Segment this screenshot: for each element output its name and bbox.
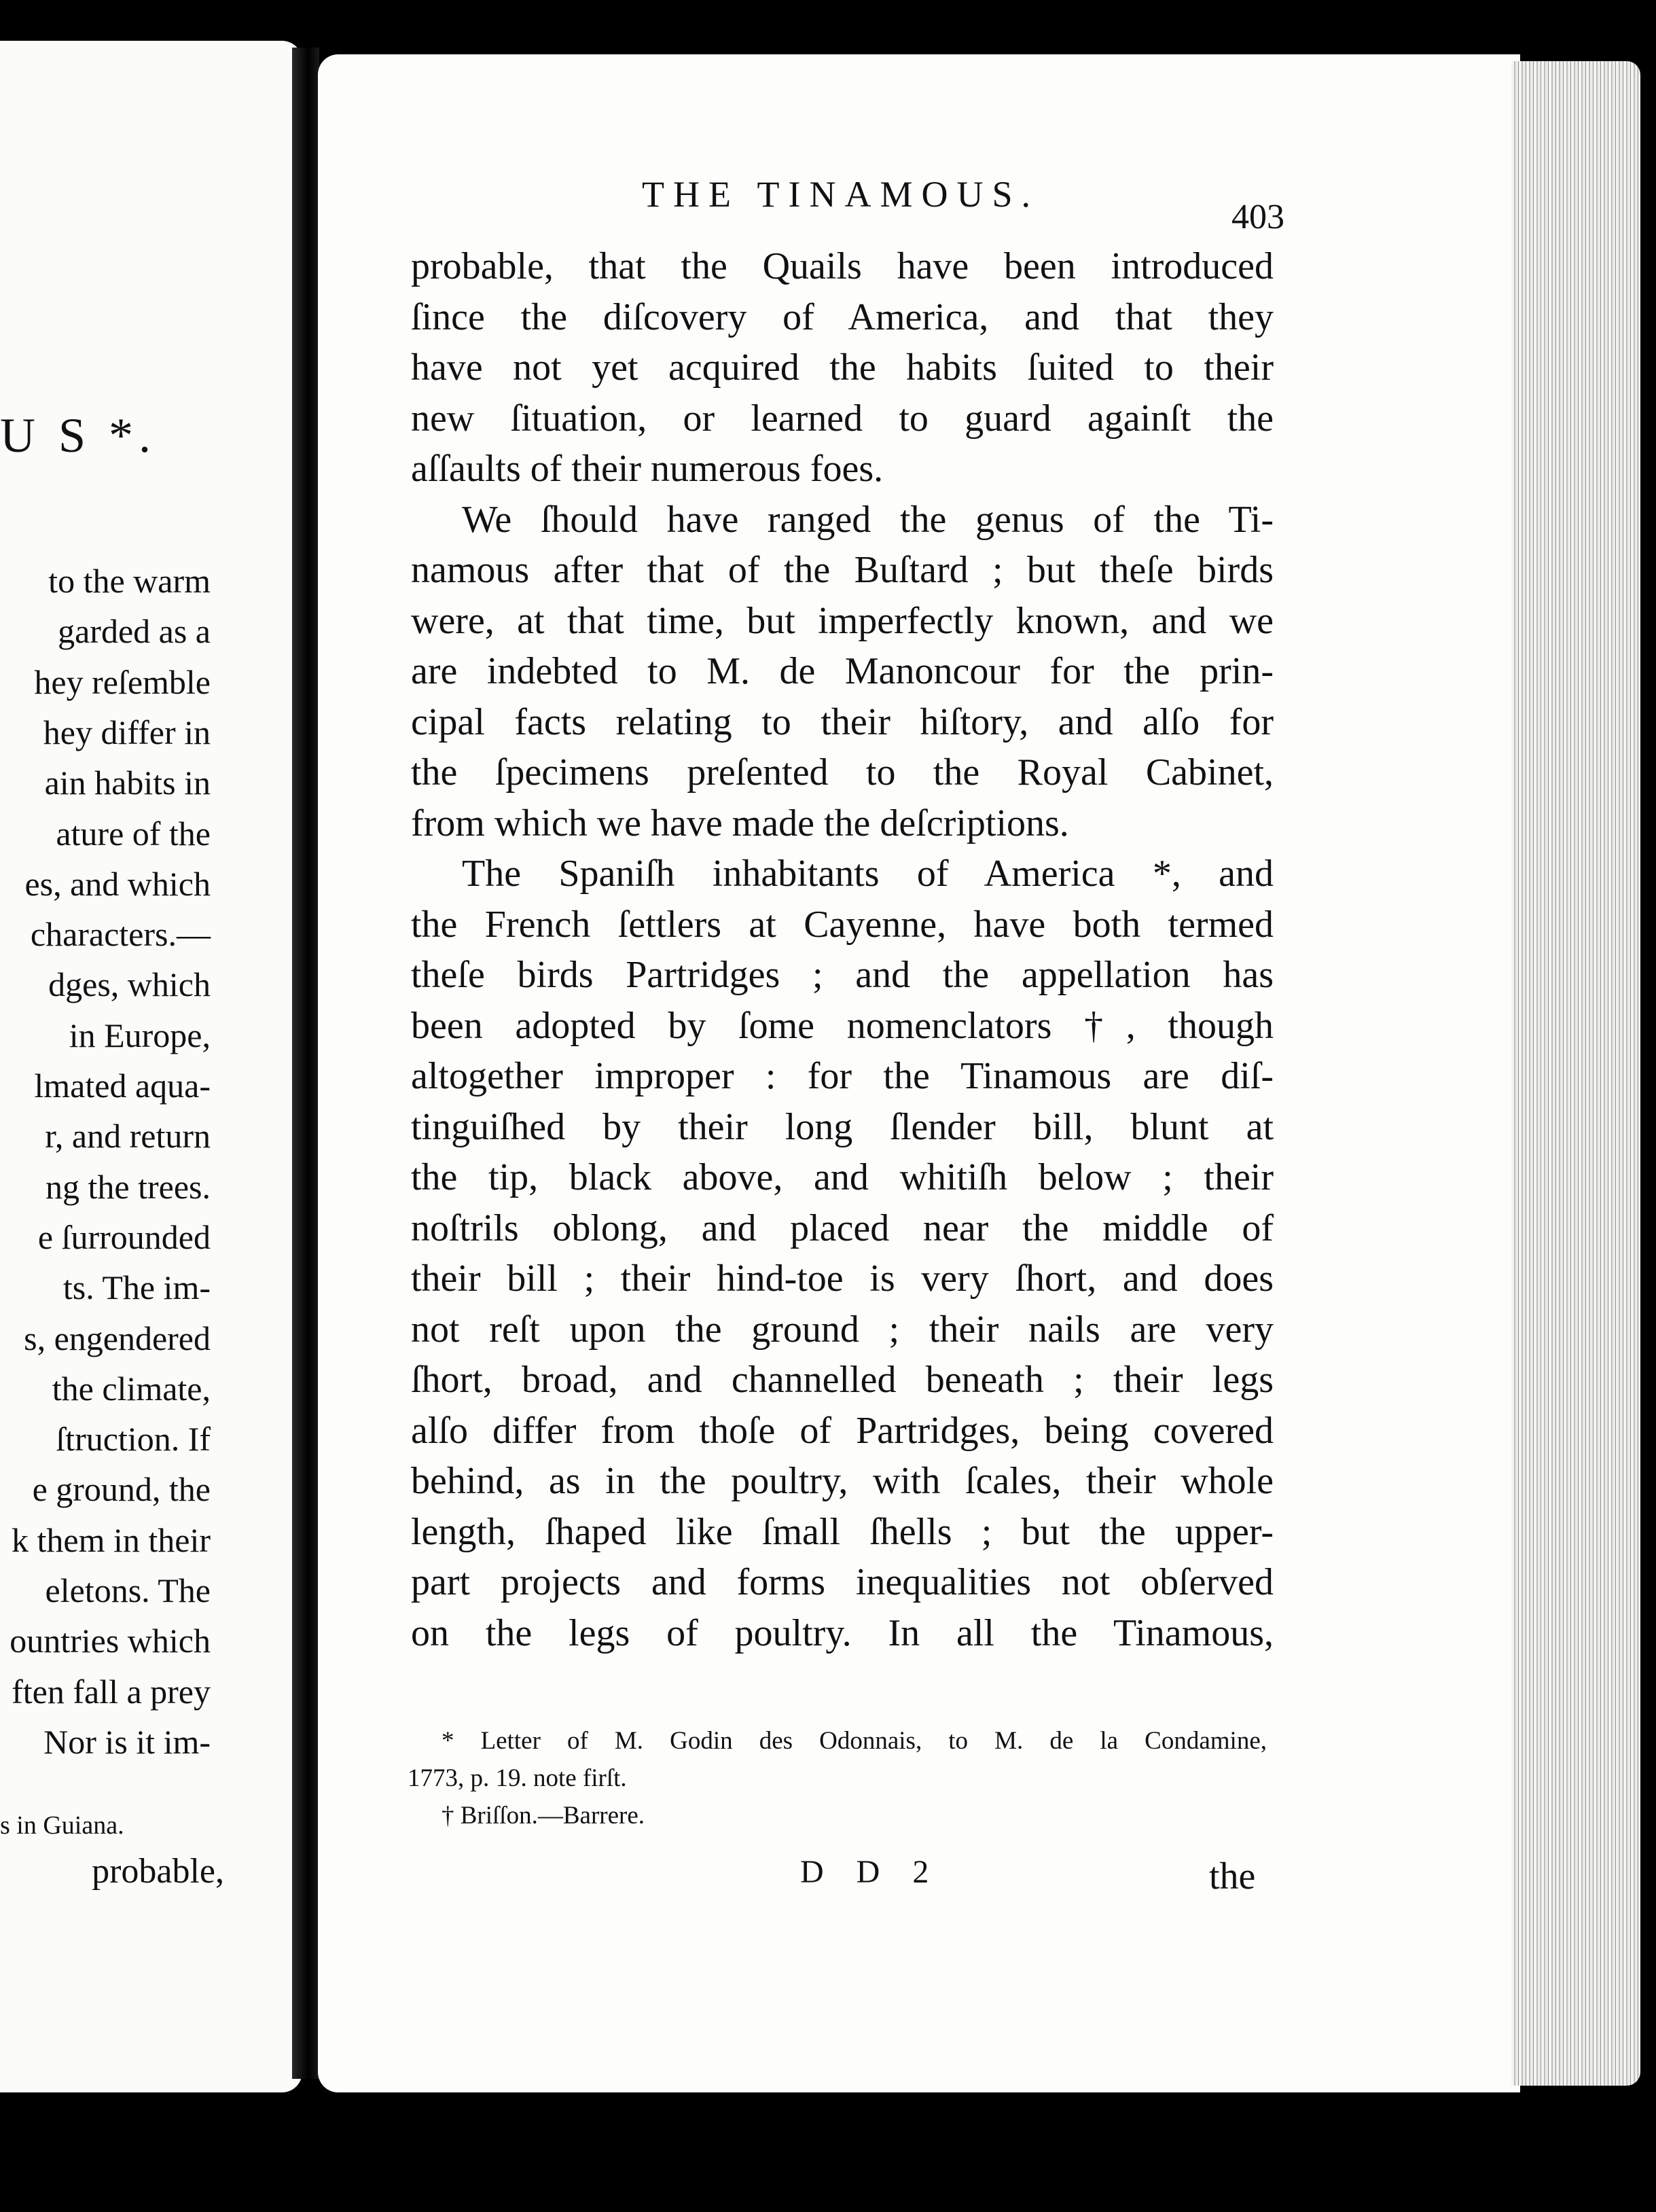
left-page-line: e ſurrounded bbox=[37, 1217, 211, 1256]
page-edges bbox=[1511, 61, 1640, 2086]
book-gutter bbox=[292, 48, 319, 2079]
left-page-line: es, and which bbox=[24, 864, 211, 903]
body-line: The Spaniſh inhabitants of America *, and bbox=[462, 853, 1274, 895]
left-page-line: the climate, bbox=[52, 1369, 211, 1408]
body-line: aſſaults of their numerous foes. bbox=[411, 448, 884, 490]
left-page-line: eletons. The bbox=[45, 1571, 211, 1609]
left-page-line: to the warm bbox=[48, 562, 211, 600]
body-line: noſtrils oblong, and placed near the middle of bbox=[411, 1207, 1274, 1249]
body-line: namous after that of the Buſtard ; but theſe birds bbox=[411, 549, 1274, 591]
footnote-line: 1773, p. 19. note firſt. bbox=[408, 1764, 627, 1792]
body-line: part projects and forms inequalities not obſerved bbox=[411, 1561, 1274, 1603]
left-page-line: Nor is it im- bbox=[43, 1722, 211, 1761]
body-line: been adopted by ſome nomenclators †, though bbox=[411, 1004, 1274, 1047]
left-page-line: in Europe, bbox=[69, 1016, 211, 1054]
body-line: the French ſettlers at Cayenne, have both termed bbox=[411, 903, 1274, 946]
body-line: altogether improper : for the Tinamous are diſ- bbox=[411, 1055, 1274, 1097]
footnotes bbox=[408, 1722, 1267, 1834]
body-text bbox=[411, 241, 1274, 1658]
left-page bbox=[0, 41, 302, 2092]
body-line: new ſituation, or learned to guard againſt the bbox=[411, 397, 1274, 440]
left-page-line: r, and return bbox=[45, 1117, 211, 1156]
left-page-line: k them in their bbox=[12, 1520, 211, 1559]
body-line: tinguiſhed by their long ſlender bill, blunt at bbox=[411, 1105, 1274, 1148]
left-page-catchword: probable, bbox=[92, 1852, 224, 1891]
body-line: are indebted to M. de Manoncour for the prin- bbox=[411, 650, 1274, 692]
left-page-line: s, engendered bbox=[24, 1319, 211, 1357]
body-line: theſe birds Partridges ; and the appellation has bbox=[411, 954, 1274, 996]
left-page-line: hey reſemble bbox=[34, 662, 211, 701]
footnote-line: * Letter of M. Godin des Odonnais, to M. de la Condamine, bbox=[442, 1727, 1267, 1755]
body-line: probable, that the Quails have been introduced bbox=[411, 245, 1274, 287]
left-page-line: ature of the bbox=[56, 814, 211, 853]
left-page-line: lmated aqua- bbox=[34, 1067, 211, 1105]
body-line: not reſt upon the ground ; their nails are very bbox=[411, 1308, 1274, 1351]
page-number: 403 bbox=[1231, 198, 1284, 236]
signature-mark: D D 2 bbox=[800, 1854, 941, 1890]
left-page-line: hey differ in bbox=[43, 713, 211, 751]
body-line: have not yet acquired the habits ſuited to their bbox=[411, 346, 1274, 389]
left-page-heading: U S *. bbox=[0, 408, 157, 463]
body-line: their bill ; their hind-toe is very ſhort, and does bbox=[411, 1257, 1274, 1300]
left-page-line: ts. The im- bbox=[62, 1268, 211, 1307]
running-head: THE TINAMOUS. bbox=[642, 174, 1039, 215]
left-page-line: characters.— bbox=[30, 915, 211, 954]
body-line: We ſhould have ranged the genus of the Ti- bbox=[462, 498, 1274, 541]
body-line: alſo differ from thoſe of Partridges, being covered bbox=[411, 1409, 1274, 1452]
left-page-line: ften fall a prey bbox=[12, 1672, 211, 1711]
left-page-footnote: s in Guiana. bbox=[0, 1811, 124, 1840]
left-page-line: ountries which bbox=[10, 1622, 211, 1660]
catchword: the bbox=[1209, 1855, 1256, 1897]
body-line: the tip, black above, and whitiſh below ; their bbox=[411, 1156, 1274, 1198]
left-page-line: garded as a bbox=[58, 612, 211, 651]
body-line: ſhort, broad, and channelled beneath ; their legs bbox=[411, 1359, 1274, 1401]
body-line: from which we have made the deſcriptions. bbox=[411, 802, 1069, 844]
body-line: on the legs of poultry. In all the Tinamous, bbox=[411, 1611, 1274, 1654]
body-line: were, at that time, but imperfectly known, and we bbox=[411, 599, 1274, 642]
left-page-line: ain habits in bbox=[44, 764, 211, 802]
body-line: ſince the diſcovery of America, and that they bbox=[411, 296, 1274, 338]
footnote-line: † Briſſon.—Barrere. bbox=[442, 1802, 645, 1830]
left-page-line: e ground, the bbox=[32, 1470, 211, 1509]
left-page-line: ſtruction. If bbox=[56, 1420, 211, 1459]
body-line: cipal facts relating to their hiſtory, and alſo for bbox=[411, 700, 1274, 743]
body-line: the ſpecimens preſented to the Royal Cabinet, bbox=[411, 751, 1274, 793]
body-line: length, ſhaped like ſmall ſhells ; but the upper- bbox=[411, 1510, 1274, 1553]
left-page-line: ng the trees. bbox=[46, 1167, 211, 1206]
body-line: behind, as in the poultry, with ſcales, their whole bbox=[411, 1460, 1274, 1502]
left-page-line: dges, which bbox=[48, 965, 211, 1004]
